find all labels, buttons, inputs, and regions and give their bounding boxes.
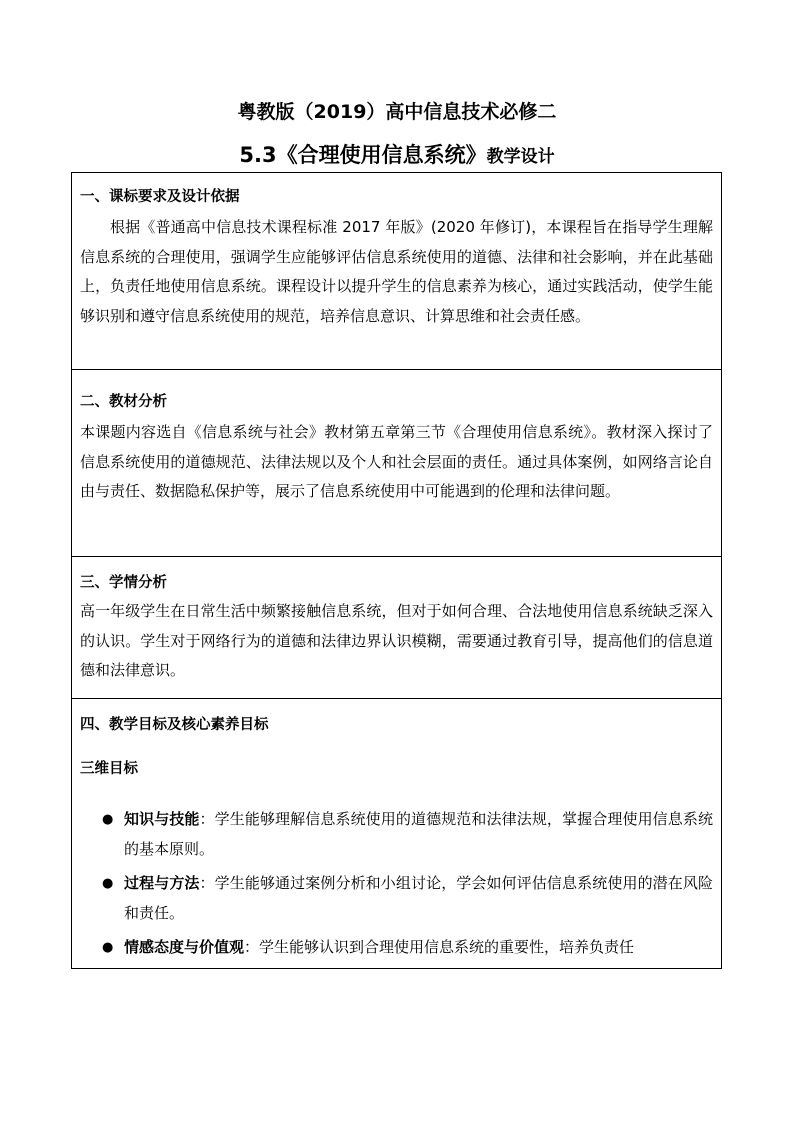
section-heading: 三、学情分析 (80, 575, 167, 591)
section-heading: 一、课标要求及设计依据 (80, 189, 240, 205)
lesson-title-main: 5.3《合理使用信息系统》 (239, 143, 487, 167)
lesson-title (0, 140, 794, 172)
section-students (72, 557, 722, 699)
section-heading: 四、教学目标及核心素养目标 (80, 717, 269, 733)
section-objectives (72, 699, 722, 969)
section-row-students (72, 557, 722, 699)
goal-text: ：学生能够通过案例分析和小组讨论，学会如何评估信息系统使用的潜在风险和责任。 (124, 874, 713, 922)
goal-item (80, 869, 713, 928)
lesson-plan-table (71, 172, 722, 969)
goal-term: 过程与方法 (124, 874, 200, 892)
section-row-objectives (72, 699, 722, 969)
lesson-title-suffix: 教学设计 (486, 147, 555, 167)
bullet-icon: ● (102, 876, 114, 891)
section-paragraph: 根据《普通高中信息技术课程标准 2017 年版》(2020 年修订)，本课程旨在指导学生理解信息系统的合理使用，强调学生应能够评估信息系统使用的道德、法律和社会影响，并在此基础上，负责任地使用信息系统。课程设计以提升学生的信息素养为核心，通过实践活动，使学生能够识别和遵守信息系统使用的规范，培养信息意识、计算思维和社会责任感。 (80, 218, 713, 325)
goal-item (80, 933, 713, 963)
goal-item (80, 805, 713, 864)
section-row-textbook (72, 370, 722, 557)
goal-text: ：学生能够理解信息系统使用的道德规范和法律法规，掌握合理使用信息系统的基本原则。 (124, 810, 713, 858)
subsection-heading: 三维目标 (80, 761, 138, 777)
section-row-curriculum (72, 173, 722, 370)
goal-term: 情感态度与价值观 (124, 938, 245, 956)
bullet-icon: ● (102, 812, 114, 827)
section-paragraph: 高一年级学生在日常生活中频繁接触信息系统，但对于如何合理、合法地使用信息系统缺乏深入的认识。学生对于网络行为的道德和法律边界认识模糊，需要通过教育引导，提高他们的信息道德和法律意识。 (80, 602, 713, 679)
bullet-icon: ● (102, 940, 114, 955)
goals-list (80, 805, 713, 963)
section-heading: 二、教材分析 (80, 394, 167, 410)
section-textbook (72, 370, 722, 557)
goal-term: 知识与技能 (124, 810, 200, 828)
section-curriculum (72, 173, 722, 370)
section-paragraph: 本课题内容选自《信息系统与社会》教材第五章第三节《合理使用信息系统》。教材深入探讨了信息系统使用的道德规范、法律法规以及个人和社会层面的责任。通过具体案例，如网络言论自由与责任、数据隐私保护等，展示了信息系统使用中可能遇到的伦理和法律问题。 (80, 423, 713, 500)
goal-text: ：学生能够认识到合理使用信息系统的重要性，培养负责任 (244, 938, 635, 956)
document-title: 粤教版（2019）高中信息技术必修二 (237, 101, 557, 123)
